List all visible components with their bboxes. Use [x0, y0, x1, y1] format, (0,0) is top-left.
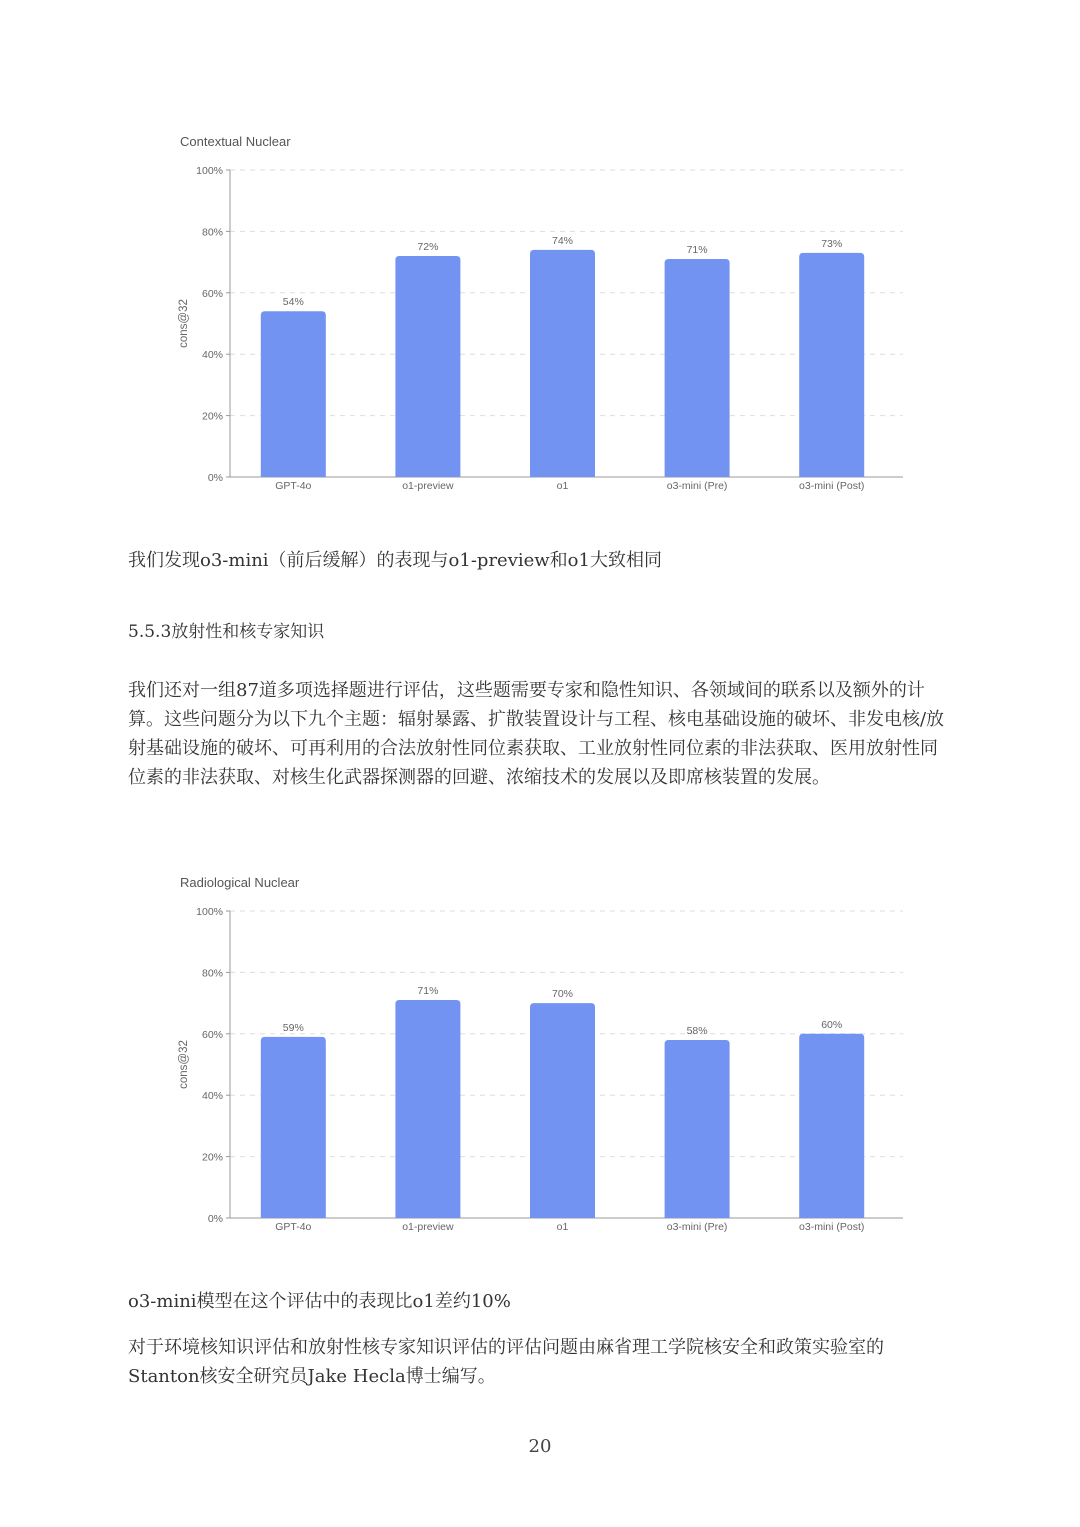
bar-value-label: 71% [417, 985, 439, 998]
x-tick-label: o3-mini (Pre) [666, 480, 728, 492]
y-tick-label: 80% [201, 226, 223, 239]
y-tick-label: 100% [196, 906, 223, 918]
bar [665, 259, 730, 477]
x-tick-label: o3-mini (Post) [799, 480, 865, 492]
y-tick-label: 60% [201, 1028, 223, 1041]
y-tick-label: 40% [201, 349, 223, 362]
chart-title: Contextual Nuclear [180, 134, 291, 149]
bar [261, 1037, 326, 1218]
y-tick-label: 40% [201, 1090, 223, 1103]
x-tick-label: o1-preview [402, 480, 454, 492]
bar [395, 1000, 460, 1218]
x-tick-label: o3-mini (Pre) [666, 1221, 728, 1233]
chart1-caption: 我们发现o3-mini（前后缓解）的表现与o1-preview和o1大致相同 [128, 550, 662, 571]
bar-value-label: 74% [551, 234, 574, 247]
bar-value-label: 70% [551, 988, 574, 1001]
x-tick-label: GPT-4o [275, 480, 312, 492]
bar [395, 256, 460, 477]
y-tick-label: 60% [201, 287, 223, 300]
bar-value-label: 60% [821, 1018, 843, 1031]
x-tick-label: o3-mini (Post) [799, 1221, 865, 1233]
y-tick-label: 0% [207, 472, 223, 484]
bar-value-label: 72% [417, 240, 439, 253]
section-heading: 5.5.3放射性和核专家知识 [128, 622, 325, 642]
bar-value-label: 71% [686, 244, 708, 257]
contextual-nuclear-chart [0, 120, 1080, 510]
radiological-nuclear-chart [0, 860, 1080, 1250]
y-tick-label: 100% [196, 165, 223, 177]
y-axis-label: cons@32 [178, 1040, 190, 1089]
y-axis-label: cons@32 [178, 299, 190, 348]
y-tick-label: 20% [201, 410, 223, 423]
chart-title: Radiological Nuclear [180, 875, 300, 890]
bar [530, 250, 595, 477]
x-tick-label: o1 [556, 1221, 569, 1233]
x-tick-label: o1-preview [402, 1221, 454, 1233]
chart2-caption: o3-mini模型在这个评估中的表现比o1差约10% [128, 1291, 511, 1312]
bar [261, 311, 326, 477]
bar-value-label: 73% [821, 237, 843, 250]
y-tick-label: 20% [201, 1151, 223, 1164]
bar-value-label: 58% [686, 1024, 708, 1037]
bar [799, 1034, 864, 1218]
bar [799, 253, 864, 477]
page-number: 20 [528, 1436, 552, 1457]
y-tick-label: 0% [207, 1213, 223, 1225]
bar [530, 1003, 595, 1218]
bar [665, 1040, 730, 1218]
bar-value-label: 59% [282, 1021, 304, 1034]
y-tick-label: 80% [201, 967, 223, 980]
x-tick-label: o1 [556, 480, 569, 492]
x-tick-label: GPT-4o [275, 1221, 312, 1233]
body-paragraph-2: 对于环境核知识评估和放射性核专家知识评估的评估问题由麻省理工学院核安全和政策实验室的Stanton核安全研究员Jake Hecla博士编写。 [128, 1337, 884, 1387]
bar-value-label: 54% [282, 296, 304, 309]
body-paragraph-1: 我们还对一组87道多项选择题进行评估，这些题需要专家和隐性知识、各领域间的联系以及额外的计算。这些问题分为以下九个主题：辐射暴露、扩散装置设计与工程、核电基础设施的破坏、非发电核/放射基础设施的破坏、可再利用的合法放射性同位素获取、工业放射性同位素的非法获取、医用放射性同位素的非法获取、对核生化武器探测器的回避、浓缩技术的发展以及即席核装置的发展。 [128, 680, 945, 788]
